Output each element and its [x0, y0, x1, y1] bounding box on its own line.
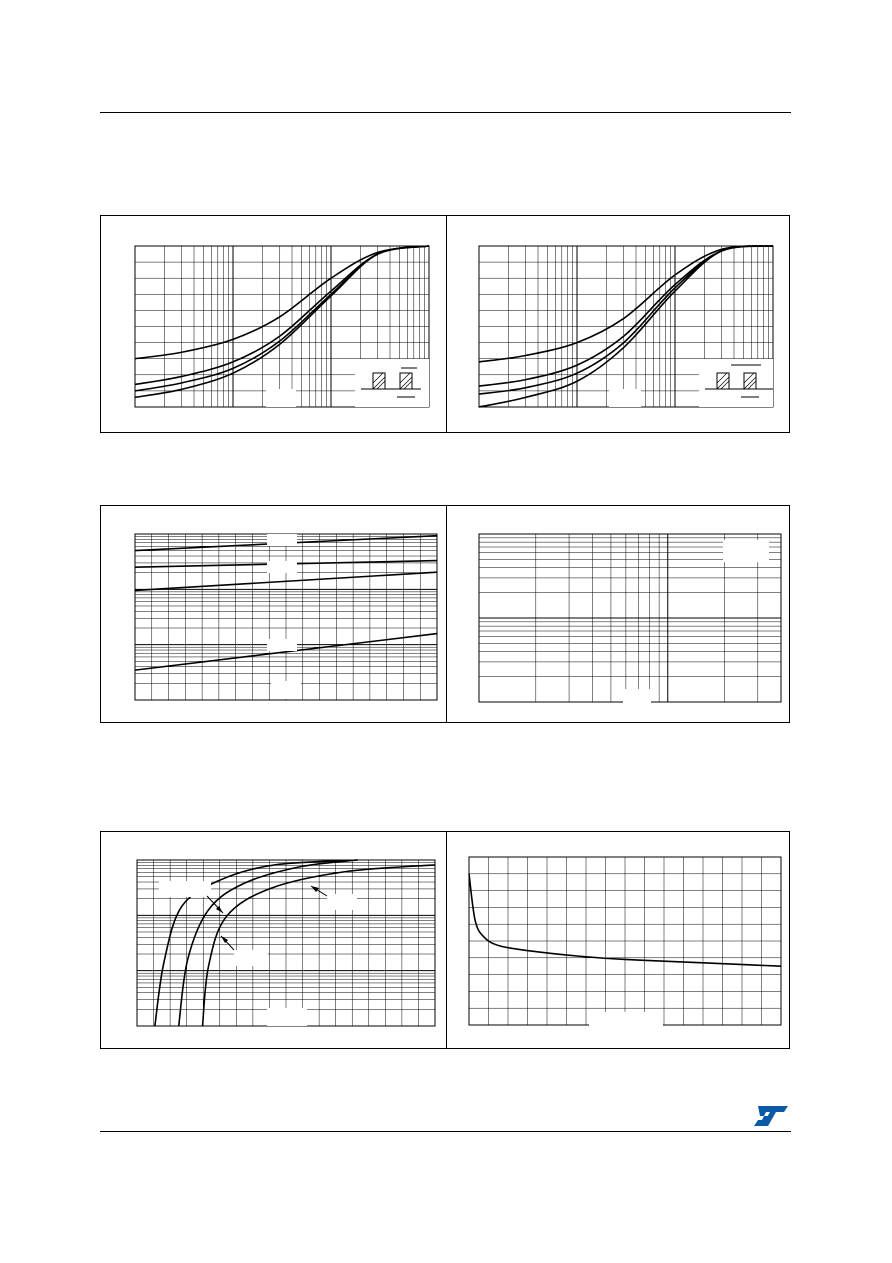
row1-charts: [101, 216, 791, 434]
chart-row3-right: [469, 857, 781, 1026]
row3-charts: [101, 832, 791, 1050]
figure-row-1: [100, 215, 790, 433]
figure-row-3: [100, 831, 790, 1049]
chart-grid: [469, 857, 781, 1025]
callout-top: [159, 881, 223, 913]
st-logo: [754, 1104, 790, 1128]
axis-note-box: [589, 1012, 663, 1026]
curve-label-box: [267, 639, 297, 651]
curve-label-box: [267, 534, 297, 546]
chart-row3-left: [137, 860, 435, 1026]
chart-row1-right: [479, 246, 773, 407]
chart-grid: [135, 534, 437, 700]
callout-mid: [221, 936, 268, 966]
chart-row2-right: [479, 534, 781, 703]
chart-row2-left: [135, 534, 437, 700]
legend-box: [723, 540, 769, 562]
pulse-inset: [699, 359, 773, 407]
pulse-inset: [355, 359, 429, 407]
axis-note-box: [609, 389, 641, 407]
axis-note-box: [623, 689, 651, 703]
header-rule: [100, 112, 791, 113]
axis-note-box: [267, 1008, 307, 1026]
callout-right: [311, 886, 357, 910]
row2-charts: [101, 506, 791, 724]
chart-row1-left: [135, 246, 429, 407]
curve-label-box: [267, 561, 297, 573]
axis-note-box: [271, 681, 301, 699]
figure-row-2: [100, 505, 790, 723]
axis-note-box: [266, 389, 296, 407]
footer-rule: [100, 1131, 791, 1132]
